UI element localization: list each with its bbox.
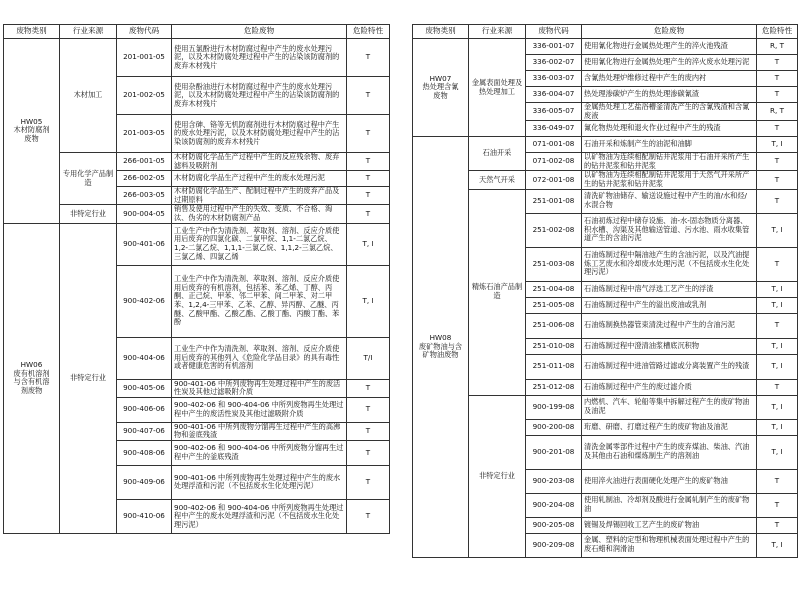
code-cell: 201-001-05 bbox=[117, 39, 172, 77]
waste-desc-cell: 900-401-06 中所列废物再生处理过程中产生的废活性炭及其他过滤吸附介质 bbox=[172, 379, 347, 397]
table-row bbox=[4, 223, 390, 265]
waste-desc-cell: 使用氰化物进行金属热处理产生的淬火废水处理污泥 bbox=[582, 55, 757, 71]
code-cell: 336-005-07 bbox=[526, 103, 582, 121]
code-cell: 900-405-06 bbox=[117, 379, 172, 397]
source-cell: 非特定行业 bbox=[60, 205, 117, 223]
hazard-cell: R, T bbox=[757, 39, 798, 55]
header-code: 废物代码 bbox=[117, 25, 172, 39]
waste-desc-cell: 工业生产中作为清洗剂、萃取剂、溶剂、反应介质使用后废弃的有机溶剂，包括苯、苯乙烯、丁醇、丙酮、正己烷、甲苯、邻二甲苯、间二甲苯、对二甲苯、1,2,4-三甲苯、乙苯、乙醇、异丙醇、乙醚、丙醚、乙酸甲酯、乙酸乙酯、乙酸丁酯、丙酸丁酯、苯酚 bbox=[172, 265, 347, 337]
header-hazard: 危险特性 bbox=[757, 25, 798, 39]
hazard-cell: T bbox=[757, 379, 798, 395]
hazard-cell: T bbox=[347, 115, 390, 153]
source-cell: 木材加工 bbox=[60, 39, 117, 153]
code-cell: 251-012-08 bbox=[526, 379, 582, 395]
waste-desc-cell: 热处理渗碳炉产生的热处理渗碳氰渣 bbox=[582, 87, 757, 103]
code-cell: 336-049-07 bbox=[526, 121, 582, 137]
category-cell: HW07 热处理含氰 废物 bbox=[413, 39, 469, 137]
code-cell: 900-204-08 bbox=[526, 493, 582, 517]
hazard-cell: T bbox=[347, 153, 390, 171]
waste-desc-cell: 使用氰化物进行金属热处理产生的淬火池残渣 bbox=[582, 39, 757, 55]
waste-desc-cell: 以矿物油为连续相配制钻井泥浆用于天然气开采所产生的钻井泥浆和钻井泥浆 bbox=[582, 171, 757, 189]
code-cell: 900-201-08 bbox=[526, 435, 582, 469]
code-cell: 266-003-05 bbox=[117, 187, 172, 205]
hazard-cell: T bbox=[757, 517, 798, 533]
hazard-cell: T bbox=[347, 205, 390, 223]
hazard-cell: T bbox=[347, 465, 390, 499]
waste-desc-cell: 石油炼制过程中澄清油浆槽底沉积物 bbox=[582, 338, 757, 354]
waste-desc-cell: 900-401-06 中所列废物分馏再生过程中产生的高沸物和釜底残渣 bbox=[172, 422, 347, 440]
waste-desc-cell: 木材防腐化学品生产过程中产生的反应残余物、废弃滤料及吸附剂 bbox=[172, 153, 347, 171]
hazard-cell: T bbox=[757, 55, 798, 71]
waste-desc-cell: 石油炼制过程中隔油池产生的含油污泥，以及汽油提炼工艺废水和冷却废水处理污泥（不包括废水生化处理污泥） bbox=[582, 247, 757, 281]
code-cell: 900-406-06 bbox=[117, 397, 172, 422]
hazard-cell: T bbox=[757, 469, 798, 493]
hazard-cell: T bbox=[757, 71, 798, 87]
waste-desc-cell: 石油炼制过程中产生的废过滤介质 bbox=[582, 379, 757, 395]
waste-desc-cell: 使用轧制油、冷却剂及酸进行金属轧制产生的废矿物油 bbox=[582, 493, 757, 517]
code-cell: 201-002-05 bbox=[117, 77, 172, 115]
waste-desc-cell: 石油开采和炼制产生的油泥和油脚 bbox=[582, 137, 757, 153]
code-cell: 336-004-07 bbox=[526, 87, 582, 103]
code-cell: 251-010-08 bbox=[526, 338, 582, 354]
hazard-cell: T bbox=[757, 153, 798, 171]
source-cell: 石油开采 bbox=[469, 137, 526, 171]
hazard-cell: T, I bbox=[347, 223, 390, 265]
waste-desc-cell: 清洗矿物油储存、输送设施过程中产生的油/水和烃/水混合物 bbox=[582, 189, 757, 213]
waste-desc-cell: 使用含砷、铬等无机防腐剂进行木材防腐过程中产生的废水处理污泥，以及木材防腐处理过程中产生的沾染该防腐剂的废弃木材残片 bbox=[172, 115, 347, 153]
hazard-cell: T bbox=[347, 440, 390, 465]
code-cell: 900-404-06 bbox=[117, 337, 172, 379]
code-cell: 900-199-08 bbox=[526, 395, 582, 419]
waste-desc-cell: 使用淬火油进行表面硬化处理产生的废矿物油 bbox=[582, 469, 757, 493]
code-cell: 201-003-05 bbox=[117, 115, 172, 153]
waste-desc-cell: 金属、塑料的定型和物理机械表面处理过程中产生的废石蜡和润滑油 bbox=[582, 533, 757, 557]
hazard-cell: T bbox=[347, 39, 390, 77]
hazard-cell: T bbox=[757, 247, 798, 281]
header-source: 行业来源 bbox=[60, 25, 117, 39]
code-cell: 900-410-06 bbox=[117, 499, 172, 533]
waste-desc-cell: 工业生产中作为清洗剂、萃取剂、溶剂、反应介质使用后废弃的其他列入《危险化学品目录》的具有毒性或者健康危害的有机溶剂 bbox=[172, 337, 347, 379]
hazard-cell: T bbox=[347, 499, 390, 533]
header-waste: 危险废物 bbox=[582, 25, 757, 39]
waste-desc-cell: 镀锡及焊锡回收工艺产生的废矿物油 bbox=[582, 517, 757, 533]
hazard-cell: T bbox=[347, 397, 390, 422]
hazard-cell: T bbox=[347, 77, 390, 115]
code-cell: 336-002-07 bbox=[526, 55, 582, 71]
waste-desc-cell: 石油炼制过程中溶气浮选工艺产生的浮渣 bbox=[582, 281, 757, 297]
code-cell: 900-200-08 bbox=[526, 419, 582, 435]
code-cell: 266-001-05 bbox=[117, 153, 172, 171]
waste-desc-cell: 清洗金属零部件过程中产生的废弃煤油、柴油、汽油及其他由石油和煤炼制生产的溶剂油 bbox=[582, 435, 757, 469]
waste-desc-cell: 珩磨、研磨、打磨过程产生的废矿物油及油泥 bbox=[582, 419, 757, 435]
code-cell: 900-409-06 bbox=[117, 465, 172, 499]
code-cell: 900-203-08 bbox=[526, 469, 582, 493]
left-waste-table bbox=[3, 24, 390, 534]
right-waste-table bbox=[412, 24, 798, 558]
hazard-cell: T, I bbox=[757, 354, 798, 379]
code-cell: 251-003-08 bbox=[526, 247, 582, 281]
hazard-cell: T bbox=[347, 422, 390, 440]
source-cell: 非特定行业 bbox=[60, 223, 117, 533]
hazard-cell: T bbox=[757, 171, 798, 189]
code-cell: 251-005-08 bbox=[526, 297, 582, 313]
waste-desc-cell: 石油炼制过程中产生的溢出废油或乳剂 bbox=[582, 297, 757, 313]
table-row bbox=[4, 205, 390, 223]
hazard-cell: T bbox=[757, 121, 798, 137]
hazard-cell: T, I bbox=[757, 419, 798, 435]
waste-desc-cell: 金属热处理工艺盐浴槽釜清洗产生的含氰残渣和含氰废液 bbox=[582, 103, 757, 121]
code-cell: 900-407-06 bbox=[117, 422, 172, 440]
code-cell: 251-001-08 bbox=[526, 189, 582, 213]
code-cell: 251-004-08 bbox=[526, 281, 582, 297]
waste-desc-cell: 使用杂酚油进行木材防腐过程中产生的废水处理污泥，以及木材防腐处理过程中产生的沾染该防腐剂的废弃木材残片 bbox=[172, 77, 347, 115]
category-cell: HW05 木材防腐剂 废物 bbox=[4, 39, 60, 224]
hazard-cell: T, I bbox=[757, 395, 798, 419]
waste-desc-cell: 900-401-06 中所列废物再生处理过程中产生的废水处理浮渣和污泥（不包括废水生化处理污泥） bbox=[172, 465, 347, 499]
code-cell: 336-001-07 bbox=[526, 39, 582, 55]
table-row bbox=[413, 39, 798, 55]
header-hazard: 危险特性 bbox=[347, 25, 390, 39]
code-cell: 251-011-08 bbox=[526, 354, 582, 379]
code-cell: 266-002-05 bbox=[117, 171, 172, 187]
code-cell: 900-408-06 bbox=[117, 440, 172, 465]
hazard-cell: T, I bbox=[757, 435, 798, 469]
hazard-cell: T bbox=[347, 171, 390, 187]
code-cell: 071-001-08 bbox=[526, 137, 582, 153]
code-cell: 900-401-06 bbox=[117, 223, 172, 265]
code-cell: 072-001-08 bbox=[526, 171, 582, 189]
waste-desc-cell: 900-402-06 和 900-404-06 中所列废物分馏再生过程中产生的釜底残渣 bbox=[172, 440, 347, 465]
left-table-body bbox=[4, 39, 390, 534]
category-cell: HW06 废有机溶剂 与含有机溶 剂废物 bbox=[4, 223, 60, 533]
source-cell: 金属表面处理及热处理加工 bbox=[469, 39, 526, 137]
waste-desc-cell: 含氰热处理炉维修过程中产生的废内衬 bbox=[582, 71, 757, 87]
waste-desc-cell: 销售及使用过程中产生的失效、变质、不合格、淘汰、伪劣的木材防腐剂产品 bbox=[172, 205, 347, 223]
code-cell: 251-002-08 bbox=[526, 213, 582, 247]
waste-desc-cell: 木材防腐化学品生产、配制过程中产生的废弃产品及过期原料 bbox=[172, 187, 347, 205]
waste-desc-cell: 木材防腐化学品生产过程中产生的废水处理污泥 bbox=[172, 171, 347, 187]
header-category: 废物类别 bbox=[4, 25, 60, 39]
hazard-cell: T bbox=[757, 313, 798, 338]
code-cell: 071-002-08 bbox=[526, 153, 582, 171]
hazard-cell: T, I bbox=[757, 533, 798, 557]
waste-desc-cell: 内燃机、汽车、轮船等集中拆解过程产生的废矿物油及油泥 bbox=[582, 395, 757, 419]
hazard-cell: T, I bbox=[757, 137, 798, 153]
hazard-cell: R, T bbox=[757, 103, 798, 121]
hazard-cell: T bbox=[347, 187, 390, 205]
table-header-row bbox=[4, 25, 390, 39]
table-row bbox=[413, 137, 798, 153]
hazard-cell: T, I bbox=[757, 297, 798, 313]
hazard-cell: T, I bbox=[757, 281, 798, 297]
source-cell: 天然气开采 bbox=[469, 171, 526, 189]
source-cell: 专用化学产品制造 bbox=[60, 153, 117, 205]
waste-desc-cell: 使用五氯酚进行木材防腐过程中产生的废水处理污泥，以及木材防腐处理过程中产生的沾染该防腐剂的废弃木材残片 bbox=[172, 39, 347, 77]
waste-desc-cell: 以矿物油为连续相配制钻井泥浆用于石油开采所产生的钻井泥浆和钻井泥浆 bbox=[582, 153, 757, 171]
hazard-cell: T bbox=[347, 379, 390, 397]
hazard-cell: T, I bbox=[347, 265, 390, 337]
code-cell: 336-003-07 bbox=[526, 71, 582, 87]
waste-desc-cell: 石油炼制换热器管束清洗过程中产生的含油污泥 bbox=[582, 313, 757, 338]
header-source: 行业来源 bbox=[469, 25, 526, 39]
code-cell: 900-209-08 bbox=[526, 533, 582, 557]
source-cell: 非特定行业 bbox=[469, 395, 526, 557]
hazard-cell: T, I bbox=[757, 213, 798, 247]
right-table-body bbox=[413, 39, 798, 558]
hazard-cell: T/I bbox=[347, 337, 390, 379]
header-waste: 危险废物 bbox=[172, 25, 347, 39]
table-header-row bbox=[413, 25, 798, 39]
hazard-cell: T bbox=[757, 87, 798, 103]
table-row bbox=[4, 153, 390, 171]
waste-desc-cell: 工业生产中作为清洗剂、萃取剂、溶剂、反应介质使用后废弃的四氯化碳、二氯甲烷、1,1-二氯乙烷、1,2-二氯乙烷、1,1,1-三氯乙烷、1,1,2-三氯乙烷、三氯乙烯、四氯乙烯 bbox=[172, 223, 347, 265]
table-row bbox=[413, 395, 798, 419]
hazard-cell: T bbox=[757, 189, 798, 213]
table-row bbox=[4, 39, 390, 77]
code-cell: 900-402-06 bbox=[117, 265, 172, 337]
header-code: 废物代码 bbox=[526, 25, 582, 39]
code-cell: 251-006-08 bbox=[526, 313, 582, 338]
header-category: 废物类别 bbox=[413, 25, 469, 39]
hazard-cell: T, I bbox=[757, 338, 798, 354]
source-cell: 精炼石油产品制造 bbox=[469, 189, 526, 395]
code-cell: 900-205-08 bbox=[526, 517, 582, 533]
table-row bbox=[413, 189, 798, 213]
hazard-cell: T bbox=[757, 493, 798, 517]
waste-desc-cell: 氰化物热处理和退火作业过程中产生的残渣 bbox=[582, 121, 757, 137]
waste-desc-cell: 900-402-06 和 900-404-06 中所列废物再生处理过程中产生的废活性炭及其他过滤吸附介质 bbox=[172, 397, 347, 422]
category-cell: HW08 废矿物油与含 矿物油废物 bbox=[413, 137, 469, 557]
waste-desc-cell: 石油炼制过程中进油管路过滤或分离装置产生的残渣 bbox=[582, 354, 757, 379]
table-row bbox=[413, 171, 798, 189]
waste-desc-cell: 900-402-06 和 900-404-06 中所列废物再生处理过程中产生的废水处理浮渣和污泥（不包括废水生化处理污泥） bbox=[172, 499, 347, 533]
code-cell: 900-004-05 bbox=[117, 205, 172, 223]
waste-desc-cell: 石油初炼过程中储存设施、油-水-固态物质分离器、积水槽、沟渠及其他输送管道、污水池、雨水收集管道产生的含油污泥 bbox=[582, 213, 757, 247]
